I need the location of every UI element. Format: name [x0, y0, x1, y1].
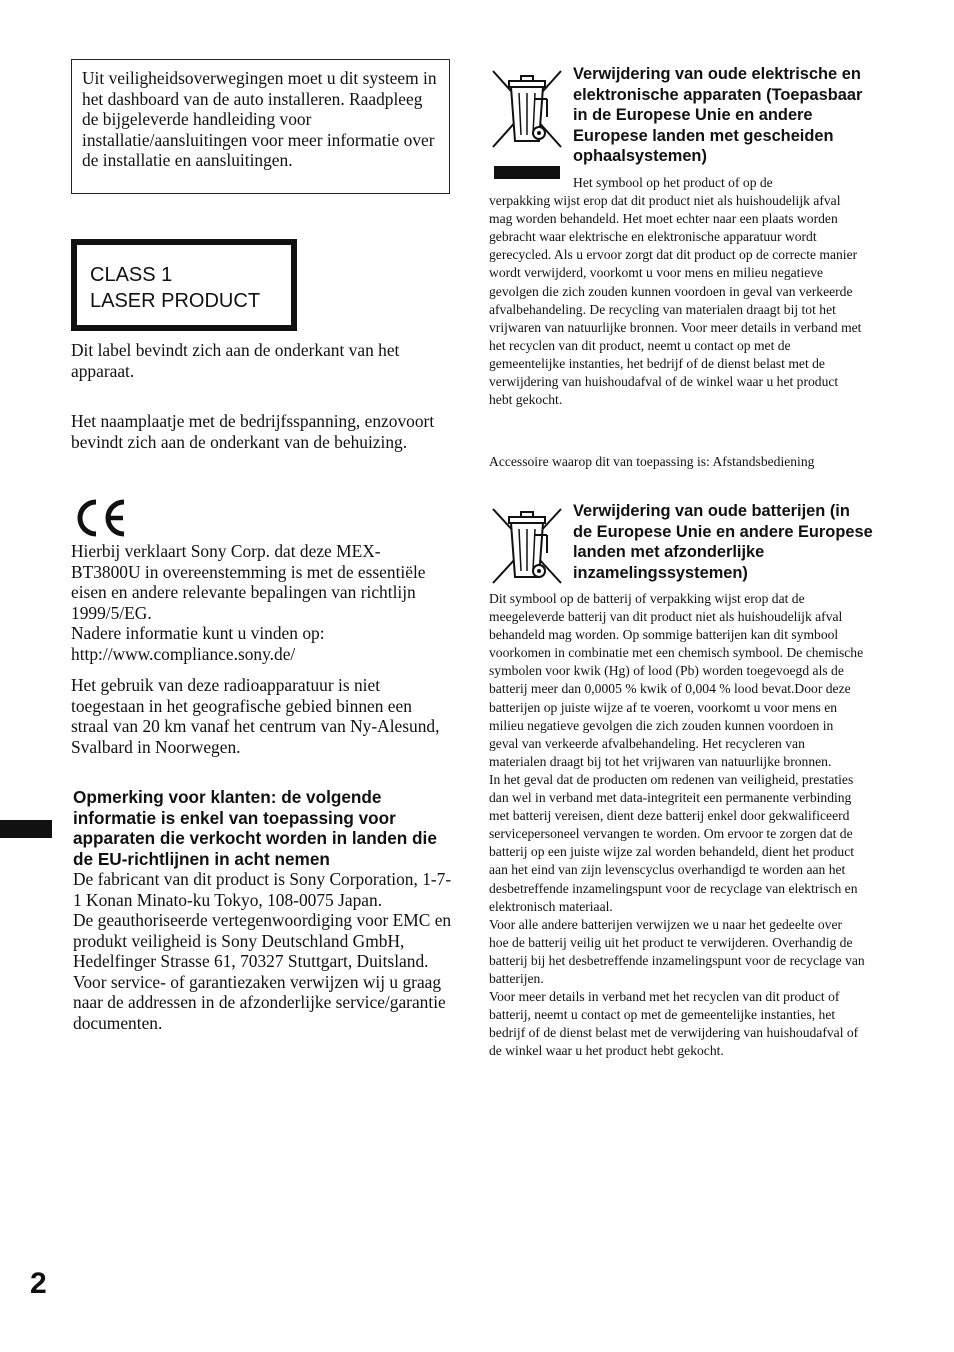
- page-edge-tab: [0, 820, 52, 838]
- battery-paragraph-1: Dit symbool op de batterij of verpakking wijst erop dat de meegeleverde batterij van dit product niet als huishoudelijk afval behandeld mag worden. Op sommige batterijen kan dit symbool voorkomen in combinatie met een chemisch symbool. De chemische symbolen voor kwik (Hg) of lood (Pb) worden toegevoegd als de batterij meer dan 0,0005 % kwik of 0,004 % lood bevat.Door deze batterijen op juiste wijze af te voeren, voorkomt u voor mens en milieu negatieve gevolgen die zich zouden kunnen voordoen in geval van verkeerde afvalbehandeling. Het recycleren van materialen draagt bij tot het vrijwaren van natuurlijke bronnen.: [489, 591, 864, 769]
- crossed-bin-icon: [489, 67, 565, 157]
- weee-body-rest: verpakking wijst erop dat dit product niet als huishoudelijk afval mag worden behandeld. Het moet echter naar een plaats worden gebracht waar elektrische en elektronische apparatuur wordt gerecycled. Als u ervoor zorgt dat dit product op de correcte manier wordt verwijderd, voorkomt u voor mens en milieu negatieve gevolgen die zich zouden kunnen voordoen in geval van verkeerde afvalbehandeling. De recycling van materialen draagt bij tot het vrijwaren van natuurlijke bronnen. Voor meer details in verband met het recyclen van dit product, neemt u contact op met de gemeentelijke instanties, het bedrijf of de dienst belast met de verwijdering van huishoudafval of de winkel waar u het product hebt gekocht.: [489, 193, 862, 408]
- weee-body: [489, 174, 864, 409]
- laser-label-line2: LASER PRODUCT: [90, 290, 261, 312]
- label-location-text: Dit label bevindt zich aan de onderkant van het apparaat.: [71, 340, 400, 381]
- install-notice-box: [71, 59, 450, 194]
- weee-accessory-text: Accessoire waarop dit van toepassing is: Afstandsbediening: [489, 454, 815, 469]
- weee-body-first-line: Het symbool op het product of op de: [573, 175, 773, 190]
- ce-mark-icon: [72, 498, 128, 538]
- declaration-more-info: Nadere informatie kunt u vinden op:: [71, 623, 325, 643]
- install-notice-text: Uit veiligheidsoverwegingen moet u dit systeem in het dashboard van de auto installeren. Raadpleeg de bijgeleverde handleiding voor installatie/aansluitingen voor meer informatie over de installatie en aansluitingen.: [82, 68, 437, 170]
- customer-notice-body: [73, 869, 453, 1033]
- radio-use-restriction: Het gebruik van deze radioapparatuur is niet toegestaan in het geografische gebied binnen een straal van 20 km vanaf het centrum van Ny-Alesund, Svalbard in Noorwegen.: [71, 675, 440, 757]
- battery-paragraph-4: Voor meer details in verband met het recyclen van dit product of batterij, neemt u contact op met de gemeentelijke instanties, het bedrijf of de dienst belast met de verwijdering van huishoudafval of de winkel waar u het product hebt gekocht.: [489, 989, 859, 1059]
- compliance-url: http://www.compliance.sony.de/: [71, 643, 296, 664]
- battery-paragraph-3: Voor alle andere batterijen verwijzen we u naar het gedeelte over hoe de batterij veilig uit het product te verwijderen. Overhandig de batterij bij het desbetreffende inzamelingspunt voor de recyclage van batterijen.: [489, 916, 865, 986]
- battery-body: [489, 590, 865, 1060]
- manufacturer-text: De fabricant van dit product is Sony Corporation, 1-7-1 Konan Minato-ku Tokyo, 108-0075 Japan.: [73, 869, 452, 910]
- battery-paragraph-2: In het geval dat de producten om redenen van veiligheid, prestaties dan wel in verband met data-integriteit een permanente verbinding met batterij vereisen, dient deze batterij enkel door gekwalificeerd servicepersoneel vervangen te worden. Om ervoor te zorgen dat de batterij op een juiste wijze zal worden behandeld, dient het product aan het eind van zijn levenscyclus overhandigd te worden aan het desbetreffende inzamelingspunt voor de recyclage van elektrisch en elektronisch materiaal.: [489, 771, 858, 914]
- declaration-text: Hierbij verklaart Sony Corp. dat deze MEX-BT3800U in overeenstemming is met de essentiële eisen en andere relevante bepalingen van richtlijn 1999/5/EG.: [71, 541, 426, 623]
- weee-heading: Verwijdering van oude elektrische en elektronische apparaten (Toepasbaar in de Europese Unie en andere Europese landen met gescheiden ophaalsystemen): [573, 65, 863, 166]
- nameplate-location-text: Het naamplaatje met de bedrijfsspanning, enzovoort bevindt zich aan de onderkant van de behuizing.: [71, 411, 435, 452]
- battery-heading: Verwijdering van oude batterijen (in de Europese Unie en andere Europese landen met afzonderlijke inzamelingssystemen): [573, 502, 873, 582]
- declaration-of-conformity: [71, 541, 449, 664]
- representative-text: De geauthoriseerde vertegenwoordiging voor EMC en produkt veiligheid is Sony Deutschland GmbH, Hedelfinger Strasse 61, 70327 Stuttgart, Duitsland. Voor service- of garantiezaken verwijzen wij u graag naar de addressen in de afzonderlijke service/garantie documenten.: [73, 910, 452, 1033]
- customer-notice-heading: Opmerking voor klanten: de volgende informatie is enkel van toepassing voor apparaten die verkocht worden in landen die de EU-richtlijnen in acht nemen: [73, 787, 437, 869]
- crossed-bin-icon: [489, 505, 565, 595]
- laser-class-label: [71, 239, 297, 331]
- page-number: 2: [30, 1267, 47, 1300]
- laser-label-line1: CLASS 1: [90, 264, 173, 286]
